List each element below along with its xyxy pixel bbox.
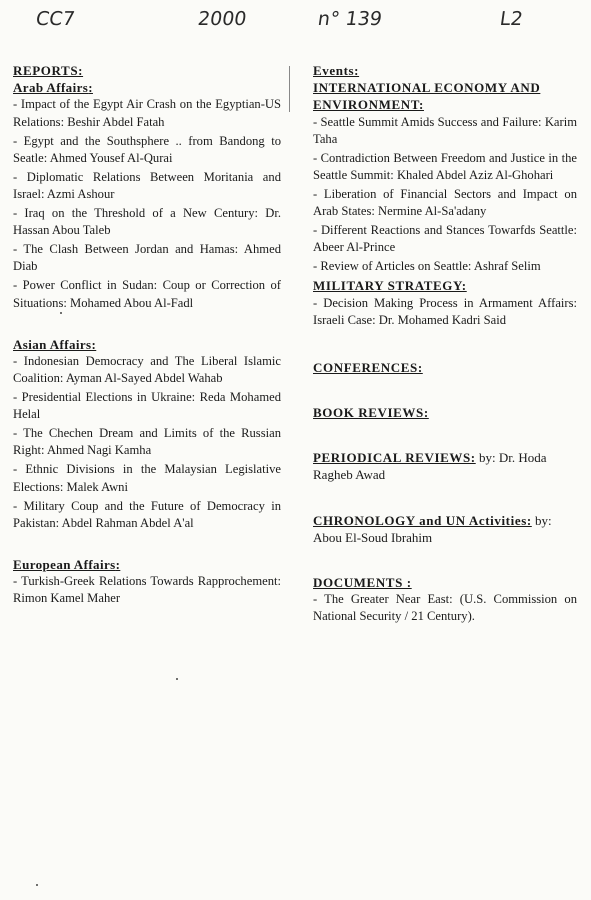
reports-heading: REPORTS: <box>13 63 84 78</box>
chronology-heading: CHRONOLOGY and UN Activities: <box>313 512 532 528</box>
column-divider <box>289 66 290 112</box>
list-item: - Different Reactions and Stances Towarfds Seattle: Abeer Al-Prince <box>313 223 577 255</box>
scan-speck <box>60 312 62 314</box>
list-item: - Diplomatic Relations Between Moritania and Israel: Azmi Ashour <box>13 169 281 202</box>
list-item: - Review of Articles on Seattle: Ashraf Selim <box>313 259 541 274</box>
list-item: - Presidential Elections in Ukraine: Reda Mohamed Helal <box>13 390 281 422</box>
asian-affairs-heading: Asian Affairs : <box>13 336 281 353</box>
list-item: - Egypt and the Southsphere .. from Bandong to Seatle: Ahmed Yousef Al-Qurai <box>13 133 281 165</box>
list-item: - Ethnic Divisions in the Malaysian Legislative Elections: Malek Awni <box>13 462 281 494</box>
events-heading: Events: <box>313 63 360 78</box>
periodical-reviews-entry <box>313 449 577 483</box>
military-strategy-heading: MILITARY STRATEGY: <box>313 278 467 294</box>
european-affairs-list <box>13 573 281 607</box>
asian-affairs-list <box>13 353 281 532</box>
scan-speck <box>36 884 38 886</box>
list-item: - Decision Making Process in Armament Affairs: Israeli Case: Dr. Mohamed Kadri Said <box>313 295 577 327</box>
documents-list <box>313 591 577 625</box>
list-item: - The Greater Near East: (U.S. Commission on National Security / 21 Century). <box>313 592 577 624</box>
european-affairs-heading: European Affairs : <box>13 556 281 573</box>
list-item: - Power Conflict in Sudan: Coup or Correction of Situations: Mohamed Abou Al-Fadl <box>13 278 281 310</box>
list-item: - Military Coup and the Future of Democracy in Pakistan: Abdel Rahman Abdel A'al <box>13 498 281 530</box>
list-item: - Turkish-Greek Relations Towards Rapprochement: Rimon Kamel Maher <box>13 574 281 606</box>
list-item: - Impact of the Egypt Air Crash on the Egyptian-US Relations: Beshir Abdel Fatah <box>13 97 281 129</box>
handwritten-code: CC7 <box>34 8 77 30</box>
international-economy-list <box>313 114 577 276</box>
list-item: - The Chechen Dream and Limits of the Russian Right: Ahmed Nagi Kamha <box>13 426 281 458</box>
international-economy-heading: INTERNATIONAL ECONOMY AND ENVIRONMENT: <box>313 80 541 113</box>
list-item: - Contradiction Between Freedom and Justice in the Seattle Summit: Khaled Abdel Aziz Al-Ghohari <box>313 150 577 183</box>
book-reviews-heading: BOOK REVIEWS: <box>313 405 429 421</box>
periodical-reviews-author: by: Dr. Hoda Ragheb Awad <box>313 450 547 483</box>
periodical-reviews-heading: PERIODICAL REVIEWS: <box>313 450 476 466</box>
list-item: - Seattle Summit Amids Success and Failure: Karim Taha <box>313 114 577 146</box>
left-column <box>13 62 281 609</box>
arab-affairs-list <box>13 96 281 311</box>
documents-heading: DOCUMENTS : <box>313 575 412 591</box>
conferences-heading: CONFERENCES: <box>313 359 423 375</box>
arab-affairs-heading: Arab Affairs : <box>13 79 281 96</box>
chronology-author: by: Abou El-Soud Ibrahim <box>313 512 552 545</box>
scan-speck <box>176 678 178 680</box>
handwritten-year: 2000 <box>196 8 248 30</box>
right-column <box>313 62 577 627</box>
handwritten-mark: L2 <box>498 8 525 30</box>
military-strategy-list <box>313 295 577 329</box>
handwritten-number: n° 139 <box>316 8 384 30</box>
list-item: - Liberation of Financial Sectors and Impact on Arab States: Nermine Al-Sa'adany <box>313 187 577 219</box>
list-item: - Indonesian Democracy and The Liberal Islamic Coalition: Ayman Al-Sayed Abdel Wahab <box>13 353 281 386</box>
list-item: - The Clash Between Jordan and Hamas: Ahmed Diab <box>13 242 281 274</box>
list-item: - Iraq on the Threshold of a New Century: Dr. Hassan Abou Taleb <box>13 206 281 238</box>
chronology-entry <box>313 512 577 546</box>
